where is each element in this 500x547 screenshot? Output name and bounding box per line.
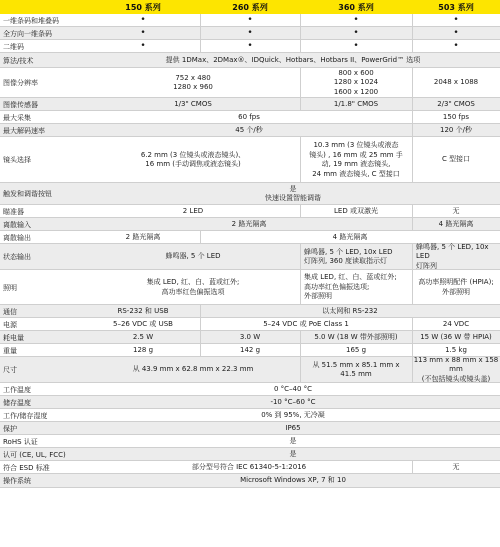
table-cell: 2048 x 1088 — [433, 78, 479, 87]
column-divider — [300, 270, 301, 305]
table-cell: 从 51.5 mm x 85.1 mm x 41.5 mm — [312, 360, 400, 378]
table-cell: 2.5 W — [132, 332, 154, 341]
header-column-0: 150 系列 — [86, 0, 200, 14]
table-cell: LED 或双激光 — [334, 206, 378, 215]
table-cell: 15 W (36 W 带 HPIA) — [420, 332, 492, 341]
row-label: 耗电量 — [3, 333, 24, 342]
row-label: 操作系统 — [3, 477, 31, 485]
table-cell: 24 VDC — [442, 319, 470, 328]
row-label: 通信 — [3, 307, 17, 316]
table-cell: 以太网和 RS-232 — [322, 306, 378, 315]
check-dot: • — [453, 14, 459, 25]
row-divider — [0, 487, 500, 488]
table-cell: 150 fps — [442, 112, 470, 121]
table-cell: 0 °C–40 °C — [273, 384, 313, 393]
column-divider — [412, 244, 413, 270]
column-divider — [300, 137, 301, 183]
table-cell: 800 x 600 1280 x 1024 1600 x 1200 — [333, 68, 379, 96]
row-label: 触发和调谐按钮 — [3, 190, 52, 198]
table-cell: 60 fps — [238, 112, 260, 121]
row-label: 尺寸 — [3, 366, 17, 374]
column-divider — [412, 68, 413, 98]
column-divider — [412, 137, 413, 183]
table-cell: 142 g — [239, 345, 261, 354]
row-label: 状态输出 — [3, 253, 31, 261]
table-cell: 是 — [289, 449, 297, 458]
column-divider — [300, 244, 301, 270]
table-cell: 2 LED — [182, 206, 204, 215]
table-cell: 1/3" CMOS — [174, 99, 212, 108]
check-dot: • — [453, 27, 459, 38]
table-cell: 165 g — [345, 345, 367, 354]
row-label: 二维码 — [3, 42, 24, 51]
check-dot: • — [453, 40, 459, 51]
row-label: 瞄准器 — [3, 207, 24, 216]
row-label: 最大解码速率 — [3, 126, 45, 135]
table-cell: 是 — [289, 436, 297, 445]
table-cell: RS-232 和 USB — [117, 306, 169, 315]
table-cell: 4 路光隔离 — [332, 232, 368, 241]
row-label: 储存温度 — [3, 398, 31, 407]
row-label: 图像传感器 — [3, 100, 38, 109]
table-cell: 5–26 VDC 或 USB — [113, 319, 173, 328]
row-label: 全方向一维条码 — [3, 29, 52, 38]
table-cell: 128 g — [132, 345, 154, 354]
row-label: 保护 — [3, 424, 17, 433]
row-label: 最大采集 — [3, 113, 31, 122]
table-cell: 蜂鸣器, 5 个 LED, 10x LED 灯阵列, 360 度读取指示灯 — [304, 247, 393, 265]
table-cell: 无 — [452, 462, 460, 471]
row-label: 一维条码和堆叠码 — [3, 16, 59, 25]
check-dot: • — [353, 40, 359, 51]
header-corner — [0, 0, 86, 14]
row-label: 认可 (CE, UL, FCC) — [3, 450, 66, 459]
column-divider — [300, 357, 301, 383]
table-cell: 蜂鸣器, 5 个 LED, 10x LED 灯阵列 — [416, 242, 489, 270]
table-cell: C 型接口 — [441, 155, 471, 164]
table-cell: 0% 到 95%, 无冷凝 — [261, 410, 325, 419]
table-cell: 4 路光隔离 — [438, 219, 474, 228]
table-cell: 集成 LED, 红、白、蓝或红外; 高功率红色偏振选项; 外部照明 — [304, 273, 397, 301]
table-cell: 无 — [452, 206, 460, 215]
table-cell: 5.0 W (18 W 带外部照明) — [314, 332, 398, 341]
table-cell: 6.2 mm (3 位镜头或液态镜头)、 16 mm (手动调焦或液态镜头) — [140, 150, 246, 168]
table-cell: 蜂鸣器, 5 个 LED — [165, 252, 221, 261]
table-cell: IP65 — [285, 423, 301, 432]
check-dot: • — [140, 27, 146, 38]
column-divider — [412, 357, 413, 383]
column-divider — [300, 68, 301, 98]
check-dot: • — [140, 14, 146, 25]
table-cell: 752 x 480 1280 x 960 — [173, 73, 213, 91]
row-label: 离散输出 — [3, 233, 31, 242]
row-label: 算法/技术 — [3, 56, 34, 65]
check-dot: • — [353, 14, 359, 25]
table-cell: 提供 1DMax、2DMax®、IDQuick、Hotbars、Hotbars II、PowerGrid™ 选项 — [165, 55, 421, 64]
header-column-3: 503 系列 — [412, 0, 500, 14]
table-cell: 1/1.8" CMOS — [333, 99, 379, 108]
table-cell: -10 °C–60 °C — [270, 397, 316, 406]
column-divider — [412, 270, 413, 305]
table-cell: 1.5 kg — [445, 345, 467, 354]
table-cell: 2 路光隔离 — [125, 232, 161, 241]
table-cell: 113 mm x 88 mm x 158 mm (不包括镜头或镜头盖) — [413, 355, 499, 383]
table-cell: 5–24 VDC 或 PoE Class 1 — [263, 319, 349, 328]
row-label: 工作/储存湿度 — [3, 411, 48, 420]
row-label: 离散输入 — [3, 220, 31, 229]
row-label: 镜头选择 — [3, 156, 31, 164]
table-cell: Microsoft Windows XP, 7 和 10 — [240, 476, 346, 485]
table-cell: 2/3" CMOS — [437, 99, 475, 108]
table-cell: 3.0 W — [239, 332, 261, 341]
row-label: 工作温度 — [3, 385, 31, 394]
check-dot: • — [247, 27, 253, 38]
check-dot: • — [140, 40, 146, 51]
table-cell: 是 快速设置智能调谐 — [265, 184, 321, 202]
check-dot: • — [353, 27, 359, 38]
row-label: 图像分辨率 — [3, 79, 38, 87]
row-label: 符合 ESD 标准 — [3, 463, 50, 472]
header-column-2: 360 系列 — [300, 0, 412, 14]
check-dot: • — [247, 40, 253, 51]
row-label: 电源 — [3, 320, 17, 329]
row-label: RoHS 认证 — [3, 437, 38, 446]
table-cell: 从 43.9 mm x 62.8 mm x 22.3 mm — [132, 365, 254, 374]
table-cell: 45 个/秒 — [235, 125, 263, 134]
row-label: 重量 — [3, 346, 17, 355]
row-label: 照明 — [3, 283, 17, 292]
check-dot: • — [247, 14, 253, 25]
table-cell: 部分型号符合 IEC 61340-5-1:2016 — [191, 462, 307, 471]
table-cell: 集成 LED, 红、白、蓝或红外; 高功率红色偏振选项 — [146, 278, 240, 296]
header-column-1: 260 系列 — [200, 0, 300, 14]
table-cell: 高功率照明配件 (HPIA); 外部照明 — [418, 278, 494, 296]
table-cell: 10.3 mm (3 位镜头或液态 镜头) , 16 mm 或 25 mm 手 动, 19 mm 液态镜头, 24 mm 液态镜头, C 型接口 — [309, 141, 403, 178]
table-cell: 120 个/秒 — [440, 125, 472, 134]
table-cell: 2 路光隔离 — [231, 219, 267, 228]
